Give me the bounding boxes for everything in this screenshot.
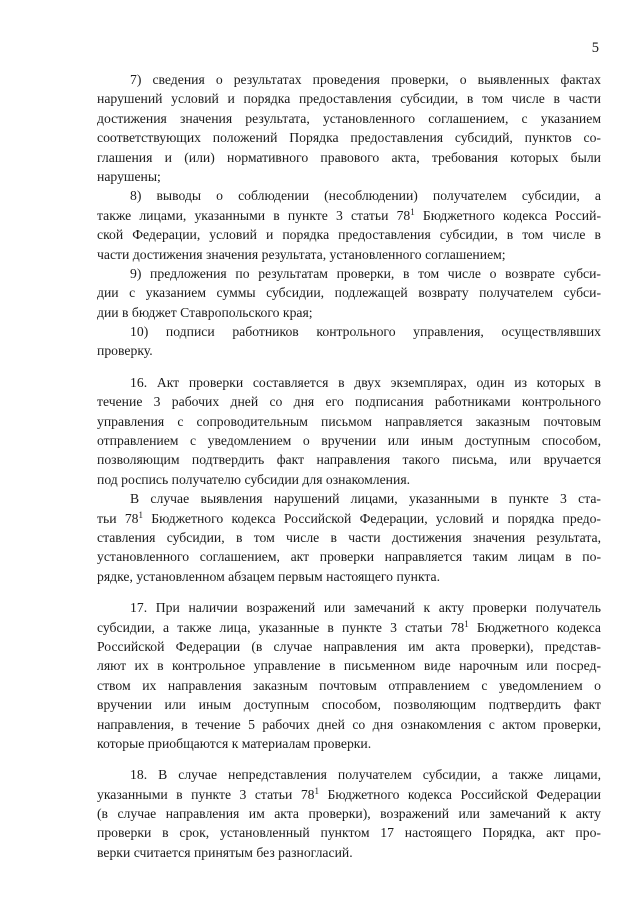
text-line: 16. Акт проверки составляется в двух экземплярах, один из которых в — [130, 374, 601, 390]
text-line: проверку. — [97, 343, 153, 359]
text-line: ской Федерации, условий и порядка предоставления субсидии, в том числе в — [97, 227, 601, 243]
text-line: также лицами, указанными в пункте 3 статьи $78^1$ Бюджетного кодекса Россий- — [97, 206, 602, 223]
text-line: В случае выявления нарушений лицами, указанными в пункте 3 ста- — [130, 491, 601, 507]
list-item-9 — [97, 264, 601, 322]
text-line: ставления субсидии, в том числе в части достижения значения результата, — [97, 529, 601, 545]
text-line: нарушений условий и порядка предоставления субсидии, в том числе в части — [97, 91, 601, 107]
text-line: ством их направления заказным почтовым отправлением с уведомлением о — [97, 677, 601, 693]
superscript: 1 — [410, 206, 415, 217]
text-line: нарушены; — [97, 168, 161, 184]
text-line: отправлением с уведомлением о вручении или иным доступным способом, — [97, 433, 601, 449]
text-line: рядке, установленном абзацем первым настоящего пункта. — [97, 568, 441, 584]
document-body — [97, 70, 601, 862]
page-number: 5 — [591, 40, 599, 56]
text-line: 9) предложения по результатам проверки, в том числе о возврате субси- — [130, 265, 601, 281]
text-line: 17. При наличии возражений или замечаний к акту проверки получатель — [130, 600, 601, 616]
paragraph-18 — [97, 765, 601, 862]
text-line: 10) подписи работников контрольного управления, осуществлявших — [130, 324, 601, 340]
text-line: 8) выводы о соблюдении (несоблюдении) получателем субсидии, а — [130, 188, 601, 204]
text-line: позволяющим подтвердить факт направления такого письма, или вручается — [97, 452, 601, 468]
text-line: части достижения значения результата, установленного соглашением; — [97, 246, 506, 262]
text-line: вручении или иным доступным способом, позволяющим подтвердить факт — [97, 697, 601, 713]
superscript: 1 — [314, 785, 320, 796]
paragraph-17 — [97, 598, 601, 753]
text-line: ляют их в контрольное управление в письменном виде нарочным или посред- — [97, 658, 601, 674]
text-line: (в случае направления им акта проверки), возражений или замечаний к акту — [97, 806, 601, 822]
list-item-10 — [97, 322, 601, 361]
text-line: достижения значения результата, установленного соглашением, с указанием — [97, 110, 601, 126]
text-line: установленного соглашением, акт проверки направляется таким лицам в по- — [97, 549, 601, 565]
text-line: под роспись получателю субсидии для ознакомления. — [97, 471, 411, 487]
text-line: Российской Федерации (в случае направления им акта проверки), представ- — [97, 638, 601, 654]
text-line: глашения и (или) нормативного правового акта, требования которых были — [97, 149, 601, 165]
text-line: которые приобщаются к материалам проверки. — [97, 735, 372, 751]
text-line: управления с сопроводительным письмом направляется заказным почтовым — [97, 413, 601, 429]
text-line: соответствующих положений Порядка предоставления субсидий, пунктов со- — [97, 130, 601, 146]
superscript: 1 — [464, 618, 469, 629]
text-line: 7) сведения о результатах проведения проверки, о выявленных фактах — [130, 72, 601, 87]
text-line: 18. В случае непредставления получателем субсидии, а также лицами, — [130, 767, 601, 783]
paragraph-16-second — [97, 489, 601, 586]
text-line: указанными в пункте 3 статьи $78^1$ Бюджетного кодекса Российской Федерации — [97, 785, 602, 802]
list-item-7 — [97, 70, 601, 186]
list-item-8 — [97, 186, 601, 264]
text-line: проверки в срок, установленный пунктом 17 настоящего Порядка, акт про- — [97, 825, 601, 841]
text-line: тьи $78^1$ Бюджетного кодекса Российской Федерации, условий и порядка предо- — [97, 509, 601, 526]
paragraph-16 — [97, 373, 601, 489]
superscript: 1 — [138, 509, 144, 520]
text-line: субсидии, а также лица, указанные в пункте 3 статьи $78^1$ Бюджетного кодекса — [97, 618, 601, 635]
text-line: верки считается принятым без разногласий. — [97, 844, 353, 860]
text-line: направления, в течение 5 рабочих дней со дня ознакомления с актом проверки, — [97, 716, 601, 732]
text-line: течение 3 рабочих дней со дня его подписания работниками контрольного — [97, 394, 601, 410]
text-line: дии в бюджет Ставропольского края; — [97, 304, 313, 320]
text-line: дии с указанием суммы субсидии, подлежащей возврату получателем субси- — [97, 285, 601, 301]
